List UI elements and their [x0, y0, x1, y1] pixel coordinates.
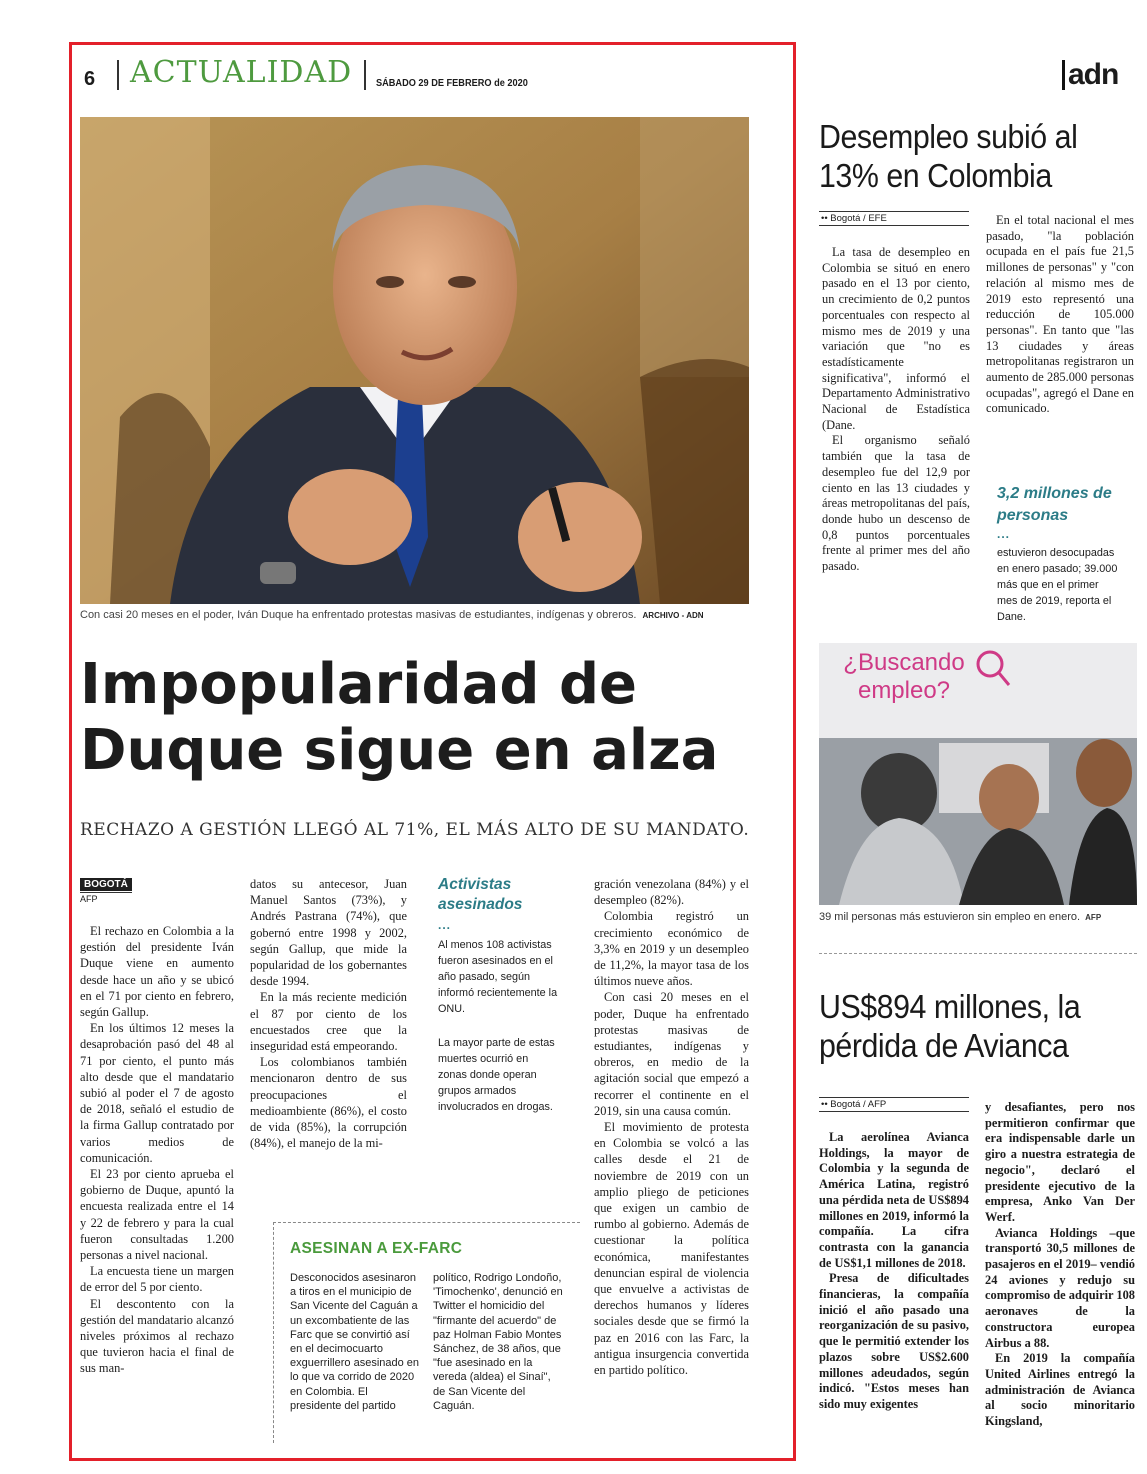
unemployment-column-2: [986, 213, 1134, 417]
avianca-source: •• Bogotá / AFP: [819, 1097, 969, 1112]
article-paragraph: El descontento con la gestión del mandatario alcanzó niveles próximos al rechazo que tuvieron hacia el final de sus man-: [80, 1296, 234, 1376]
article-paragraph: En 2019 la compañía United Airlines entregó la administración de Avianca al socio minoritario Kingsland,: [985, 1351, 1135, 1429]
photo-caption: [80, 609, 749, 621]
article-paragraph: El movimiento de protesta en Colombia se volcó a las calles desde el 21 de noviembre de 2019 con un amplio pliego de peticiones que exigen un cambio de rumbo al gobierno. Además de cuestionar la política económica, manifestantes denuncian espiral de violencia que envuelve a activistas de derechos humanos y líderes sociales desde que se firmó la paz en 2016 con las Farc, la antigua insurgencia convertida en partido político.: [594, 1120, 749, 1378]
highlight-line: 3,2 millones de personas: [997, 485, 1112, 524]
article-paragraph: La aerolínea Avianca Holdings, la mayor de Colombia y la segunda de América Latina, registró una pérdida neta de US$894 millones en 2019, informó la compañía. La cifra contrasta con la ganancia de US$1,1 millones de 2018.: [819, 1130, 969, 1270]
duque-photo-illustration: [80, 117, 749, 604]
article-paragraph: En la más reciente medición el 87 por ciento de los encuestados cree que la inseguridad está empeorando.: [250, 990, 407, 1054]
article-divider: [819, 953, 1137, 954]
duque-photo: [80, 117, 749, 604]
article-paragraph: El organismo señaló también que la tasa de desempleo fue del 12,9 por ciento en las 13 ciudades y áreas metropolitanas del país, donde hubo un descenso de 0,8 puntos porcentuales frente al primer mes del año pasado.: [822, 433, 970, 574]
article-column-2: [250, 876, 407, 1151]
unemployment-column-1: [822, 245, 970, 575]
brand-logo: adn: [1068, 58, 1119, 91]
article-paragraph: Los colombianos también mencionaron dentro de sus preocupaciones el medioambiente (86%), el costo de vida (85%), la corrupción (84%), el manejo de la mi-: [250, 1055, 407, 1151]
avianca-headline: US$894 millones, la pérdida de Avianca: [819, 988, 1081, 1064]
issue-date: SÁBADO 29 DE FEBRERO de 2020: [376, 78, 528, 89]
article-subheadline: RECHAZO A GESTIÓN LLEGÓ AL 71%, EL MÁS ALTO DE SU MANDATO.: [80, 820, 750, 840]
sidebar-paragraph: Al menos 108 activistas fueron asesinados en el año pasado, según informó recientemente la ONU.: [438, 939, 558, 1015]
logo-divider: [1062, 60, 1065, 90]
sidebar-dots: ...: [438, 918, 452, 932]
article-column-1: [80, 923, 234, 1377]
header-divider: [364, 60, 366, 90]
sidebar-title: Activistas asesinados: [438, 876, 523, 913]
box-column: político, Rodrigo Londoño, 'Timochenko', denunció en Twitter el homicidio del "firmante del acuerdo" de paz Holman Fabio Montes Sánchez, de 38 años, que "fue asesinado en la vereda (aldea) el Sinaí", de San Vicente del Caguán.: [433, 1272, 563, 1412]
caption-text: 39 mil personas más estuvieron sin empleo en enero.: [819, 911, 1081, 923]
article-headline: [80, 652, 780, 784]
job-seekers-caption: [819, 911, 1101, 923]
headline-line: Duque sigue en alza: [80, 718, 719, 783]
article-paragraph: En el total nacional el mes pasado, "la población ocupada en el país fue 21,5 millones de personas" y "con relación al mismo mes de 2019 esto representó una reducción de 105.000 personas". En tanto que "las 13 ciudades y áreas metropolitanas registraron un aumento de 285.000 personas ocupadas", agregó el Dane en comunicado.: [986, 213, 1134, 416]
unemployment-highlight-title: [997, 483, 1127, 527]
article-paragraph: Colombia registró un crecimiento económico de 3,3% en 2019 y un desempleo de 11,2%, la mayor tasa de los últimos nueve años.: [594, 909, 749, 989]
unemployment-source: •• Bogotá / EFE: [819, 211, 969, 226]
article-paragraph: Presa de dificultades financieras, la compañía inició el año pasado una reorganización de su pasivo, que le permitió extender los plazos sobre US$2.600 millones adeudados, según indicó. "Estos meses han sido muy exigentes: [819, 1271, 969, 1411]
photo-caption-text: Con casi 20 meses en el poder, Iván Duque ha enfrentado protestas masivas de estudiantes, indígenas y obreros.: [80, 609, 637, 621]
section-title: ACTUALIDAD: [130, 55, 353, 90]
avianca-column-1: [819, 1130, 969, 1413]
article-paragraph: El rechazo en Colombia a la gestión del presidente Iván Duque viene en aumento desde hace un año y se ubicó en el 71 por ciento en febrero, según Gallup.: [80, 924, 234, 1020]
unemployment-highlight-text: estuvieron desocupadas en enero pasado; 39.000 más que en el primer mes de 2019, reporta el Dane.: [997, 547, 1118, 623]
photo-sign-text: ¿Buscando empleo?: [843, 649, 965, 704]
article-column-4: [594, 876, 749, 1378]
sidebar-paragraph: La mayor parte de estas muertes ocurrió en zonas donde operan grupos armados involucrados en drogas.: [438, 1037, 555, 1113]
article-paragraph: La encuesta tiene un margen de error del 5 por ciento.: [80, 1264, 234, 1295]
article-paragraph: y desafiantes, pero nos permitieron confirmar que era indispensable darle un giro a nuestra estrategia de negocio", declaró el presidente ejecutivo de la empresa, Anko Van Der Werf.: [985, 1100, 1135, 1224]
photo-credit: AFP: [1085, 913, 1102, 922]
job-seekers-photo: [819, 643, 1137, 905]
article-paragraph: Con casi 20 meses en el poder, Duque ha enfrentado protestas masivas de estudiantes, indígenas y obreros, en medio de la agitación social que empezó a recorrer el continente en el 2019, sin una causa común.: [594, 990, 749, 1118]
city-tag: BOGOTÁ: [80, 878, 132, 891]
page-number: 6: [84, 68, 96, 90]
avianca-column-2: [985, 1100, 1135, 1430]
header-divider: [117, 60, 119, 90]
headline-line: Impopularidad de: [80, 652, 638, 717]
photo-credit: ARCHIVO - ADN: [642, 611, 704, 620]
unemployment-headline: Desempleo subió al 13% en Colombia: [819, 118, 1078, 194]
source-tag: AFP: [80, 892, 132, 904]
article-paragraph: La tasa de desempleo en Colombia se situó en enero pasado en el 13 por ciento, un crecimiento de 0,2 puntos porcentuales con respecto al mismo mes de 2019 y una variación que "no es estadísticamente significativa", informó el Departamento Administrativo Nacional de Estadística (Dane.: [822, 245, 970, 432]
highlight-dots: ...: [997, 527, 1011, 541]
article-paragraph: gración venezolana (84%) y el desempleo (82%).: [594, 877, 749, 908]
article-paragraph: El 23 por ciento aprueba el gobierno de Duque, apuntó la encuesta realizada entre el 14 y 22 de febrero y para la cual fueron consultadas 1.200 personas a nivel nacional.: [80, 1167, 234, 1263]
article-paragraph: datos su antecesor, Juan Manuel Santos (73%), y Andrés Pastrana (74%), que gobernó entre 1998 y 2002, según Gallup, que mide la popularidad de los gobernantes desde 1994.: [250, 877, 407, 989]
article-paragraph: Avianca Holdings –que transportó 30,5 millones de pasajeros en el 2019– vendió 24 aviones y redujo su compromiso de adquirir 108 aeronaves de la constructora europea Airbus a 88.: [985, 1225, 1135, 1350]
article-paragraph: En los últimos 12 meses la desaprobación pasó del 48 al 71 por ciento, el punto más alto desde que el mandatario subió al poder el 7 de agosto de 2018, señaló el estudio de la firma Gallup contratado por varios medios de comunicación.: [80, 1021, 234, 1165]
box-title: ASESINAN A EX-FARC: [290, 1240, 463, 1257]
box-column: Desconocidos asesinaron a tiros en el municipio de San Vicente del Caguán a un excombatiente de las Farc que se convirtió así en el decimocuarto exguerrillero asesinado en lo que va corrido de 2020 en Colombia. El presidente del partido: [290, 1272, 420, 1412]
